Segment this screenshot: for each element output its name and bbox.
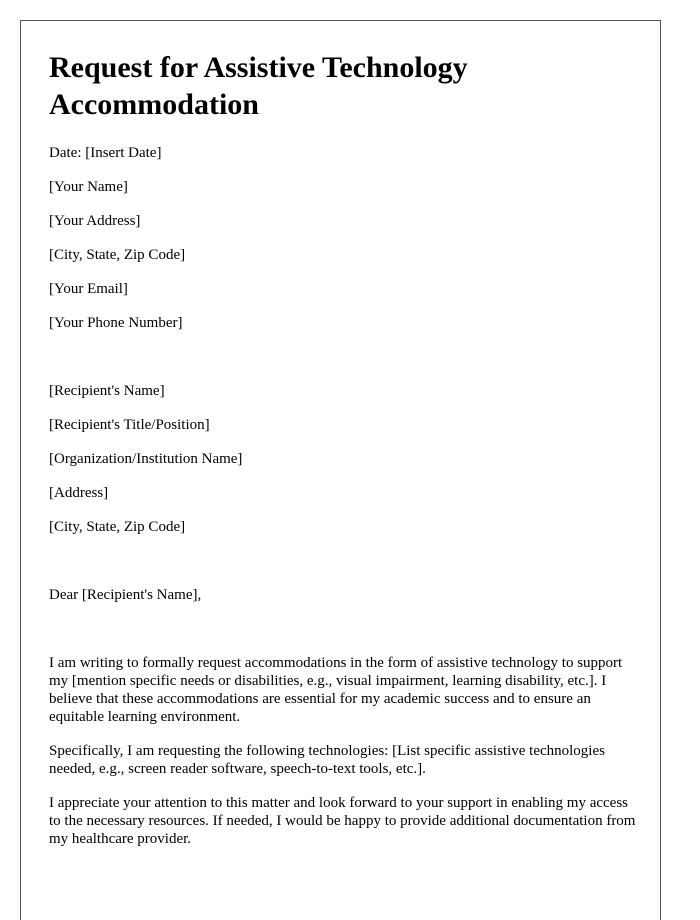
sender-name: [Your Name]: [49, 179, 128, 195]
date-line: Date: [Insert Date]: [49, 145, 162, 161]
sender-email: [Your Email]: [49, 281, 128, 297]
body-paragraph-3: I appreciate your attention to this matter and look forward to your support in enabling my access to the necessary resources. If needed, I would be happy to provide additional documentation from my healthcare provider.: [49, 795, 636, 847]
letter-title: Request for Assistive Technology Accommodation: [49, 51, 468, 121]
body-paragraph-1: I am writing to formally request accommodations in the form of assistive technology to support my [mention specific needs or disabilities, e.g., visual impairment, learning disability, etc.]. I believe that these accommodations are essential for my academic success and to ensure an equitable learning environment.: [49, 655, 623, 725]
letter-page: [20, 20, 661, 920]
recipient-title: [Recipient's Title/Position]: [49, 417, 210, 433]
recipient-name: [Recipient's Name]: [49, 383, 165, 399]
recipient-address: [Address]: [49, 485, 109, 501]
sender-city-state-zip: [City, State, Zip Code]: [49, 247, 186, 263]
recipient-organization: [Organization/Institution Name]: [49, 451, 243, 467]
sender-address: [Your Address]: [49, 213, 141, 229]
body-paragraph-2: Specifically, I am requesting the following technologies: [List specific assistive technologies needed, e.g., screen reader software, speech-to-text tools, etc.].: [49, 743, 605, 777]
salutation: Dear [Recipient's Name],: [49, 587, 202, 603]
sender-phone: [Your Phone Number]: [49, 315, 183, 331]
recipient-city-state-zip: [City, State, Zip Code]: [49, 519, 186, 535]
